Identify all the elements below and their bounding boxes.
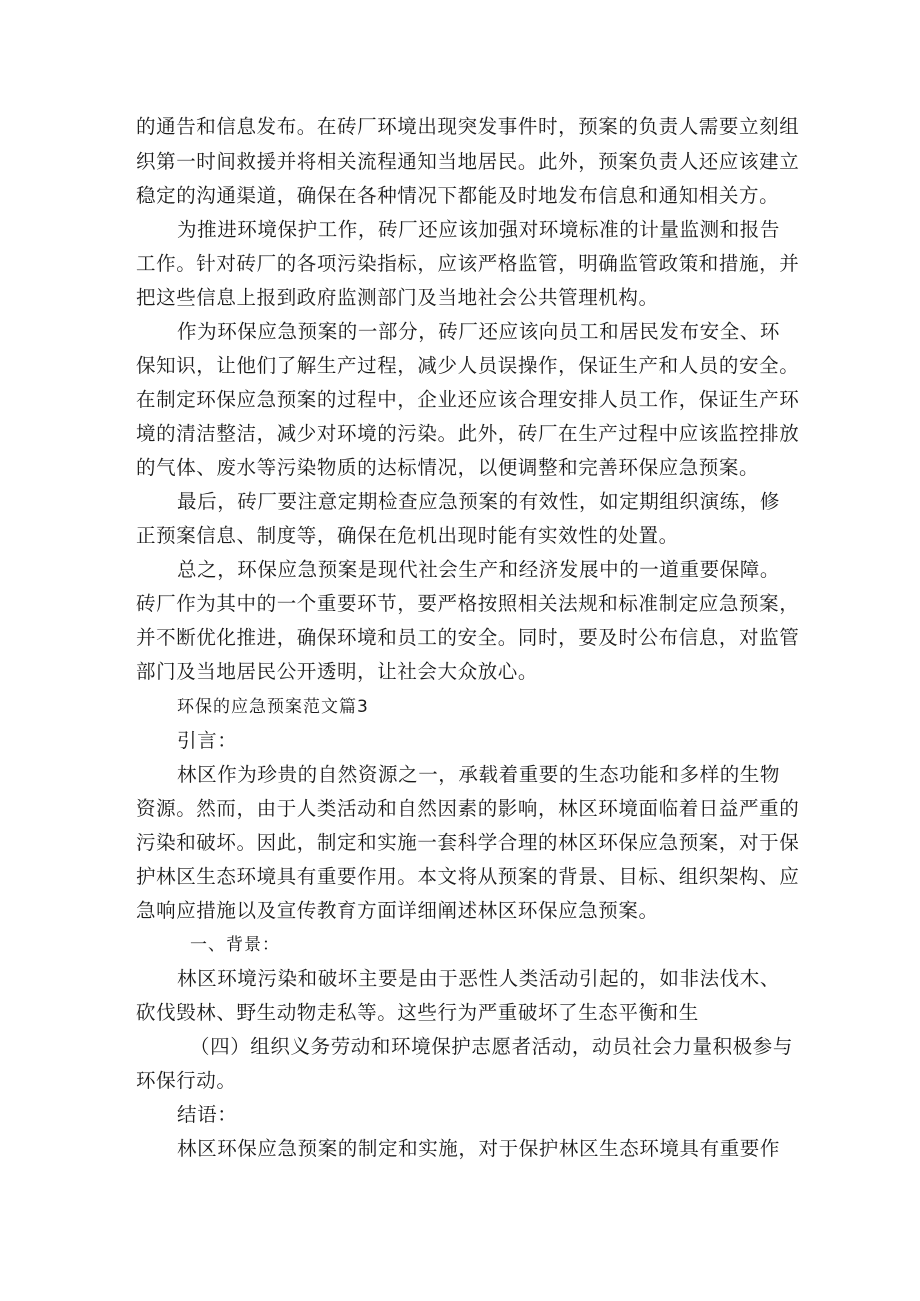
paragraph-line: 的通告和信息发布。在砖厂环境出现突发事件时，预案的负责人需要立刻组 — [136, 115, 800, 138]
paragraph-line: 织第一时间救援并将相关流程通知当地居民。此外，预案负责人还应该建立 — [136, 150, 800, 173]
subheading: 结语： — [177, 1103, 238, 1126]
paragraph-line: 急响应措施以及宣传教育方面详细阐述林区环保应急预案。 — [136, 899, 659, 922]
paragraph-line: 护林区生态环境具有重要作用。本文将从预案的背景、目标、组织架构、应 — [136, 865, 800, 888]
paragraph-line: 境的清洁整洁，减少对环境的污染。此外，砖厂在生产过程中应该监控排放 — [136, 422, 800, 445]
paragraph-line: 总之，环保应急预案是现代社会生产和经济发展中的一道重要保障。 — [177, 558, 781, 581]
subheading: 引言： — [177, 729, 238, 752]
paragraph-line: 资源。然而，由于人类活动和自然因素的影响，林区环境面临着日益严重的 — [136, 797, 800, 820]
paragraph-line: （四）组织义务劳动和环境保护志愿者活动，动员社会力量积极参与 — [190, 1035, 794, 1058]
paragraph-line: 把这些信息上报到政府监测部门及当地社会公共管理机构。 — [136, 286, 659, 309]
paragraph-line: 的气体、废水等污染物质的达标情况，以便调整和完善环保应急预案。 — [136, 456, 760, 479]
paragraph-line: 正预案信息、制度等，确保在危机出现时能有实效性的处置。 — [136, 524, 679, 547]
paragraph-line: 工作。针对砖厂的各项污染指标，应该严格监管，明确监管政策和措施，并 — [136, 252, 800, 275]
paragraph-line: 为推进环境保护工作，砖厂还应该加强对环境标准的计量监测和报告 — [177, 218, 781, 241]
paragraph-line: 林区环境污染和破坏主要是由于恶性人类活动引起的，如非法伐木、 — [177, 967, 781, 990]
subheading: 一、背景： — [190, 935, 280, 955]
paragraph-line: 并不断优化推进，确保环境和员工的安全。同时，要及时公布信息，对监管 — [136, 626, 800, 649]
paragraph-line: 最后，砖厂要注意定期检查应急预案的有效性，如定期组织演练，修 — [177, 490, 781, 513]
paragraph-line: 砖厂作为其中的一个重要环节，要严格按照相关法规和标准制定应急预案， — [136, 592, 800, 615]
paragraph-line: 在制定环保应急预案的过程中，企业还应该合理安排人员工作，保证生产环 — [136, 388, 800, 411]
paragraph-line: 林区环保应急预案的制定和实施，对于保护林区生态环境具有重要作 — [177, 1137, 781, 1160]
paragraph-line: 部门及当地居民公开透明，让社会大众放心。 — [136, 660, 539, 683]
paragraph-line: 林区作为珍贵的自然资源之一，承载着重要的生态功能和多样的生物 — [177, 763, 781, 786]
paragraph-line: 稳定的沟通渠道，确保在各种情况下都能及时地发布信息和通知相关方。 — [136, 184, 780, 207]
paragraph-line: 保知识，让他们了解生产过程，减少人员误操作，保证生产和人员的安全。 — [136, 354, 800, 377]
paragraph-line: 作为环保应急预案的一部分，砖厂还应该向员工和居民发布安全、环 — [177, 320, 781, 343]
paragraph-line: 污染和破坏。因此，制定和实施一套科学合理的林区环保应急预案，对于保 — [136, 831, 800, 854]
paragraph-line: 砍伐毁林、野生动物走私等。这些行为严重破坏了生态平衡和生 — [136, 1001, 699, 1024]
section-heading: 环保的应急预案范文篇3 — [177, 697, 369, 717]
paragraph-line: 环保行动。 — [136, 1069, 237, 1092]
